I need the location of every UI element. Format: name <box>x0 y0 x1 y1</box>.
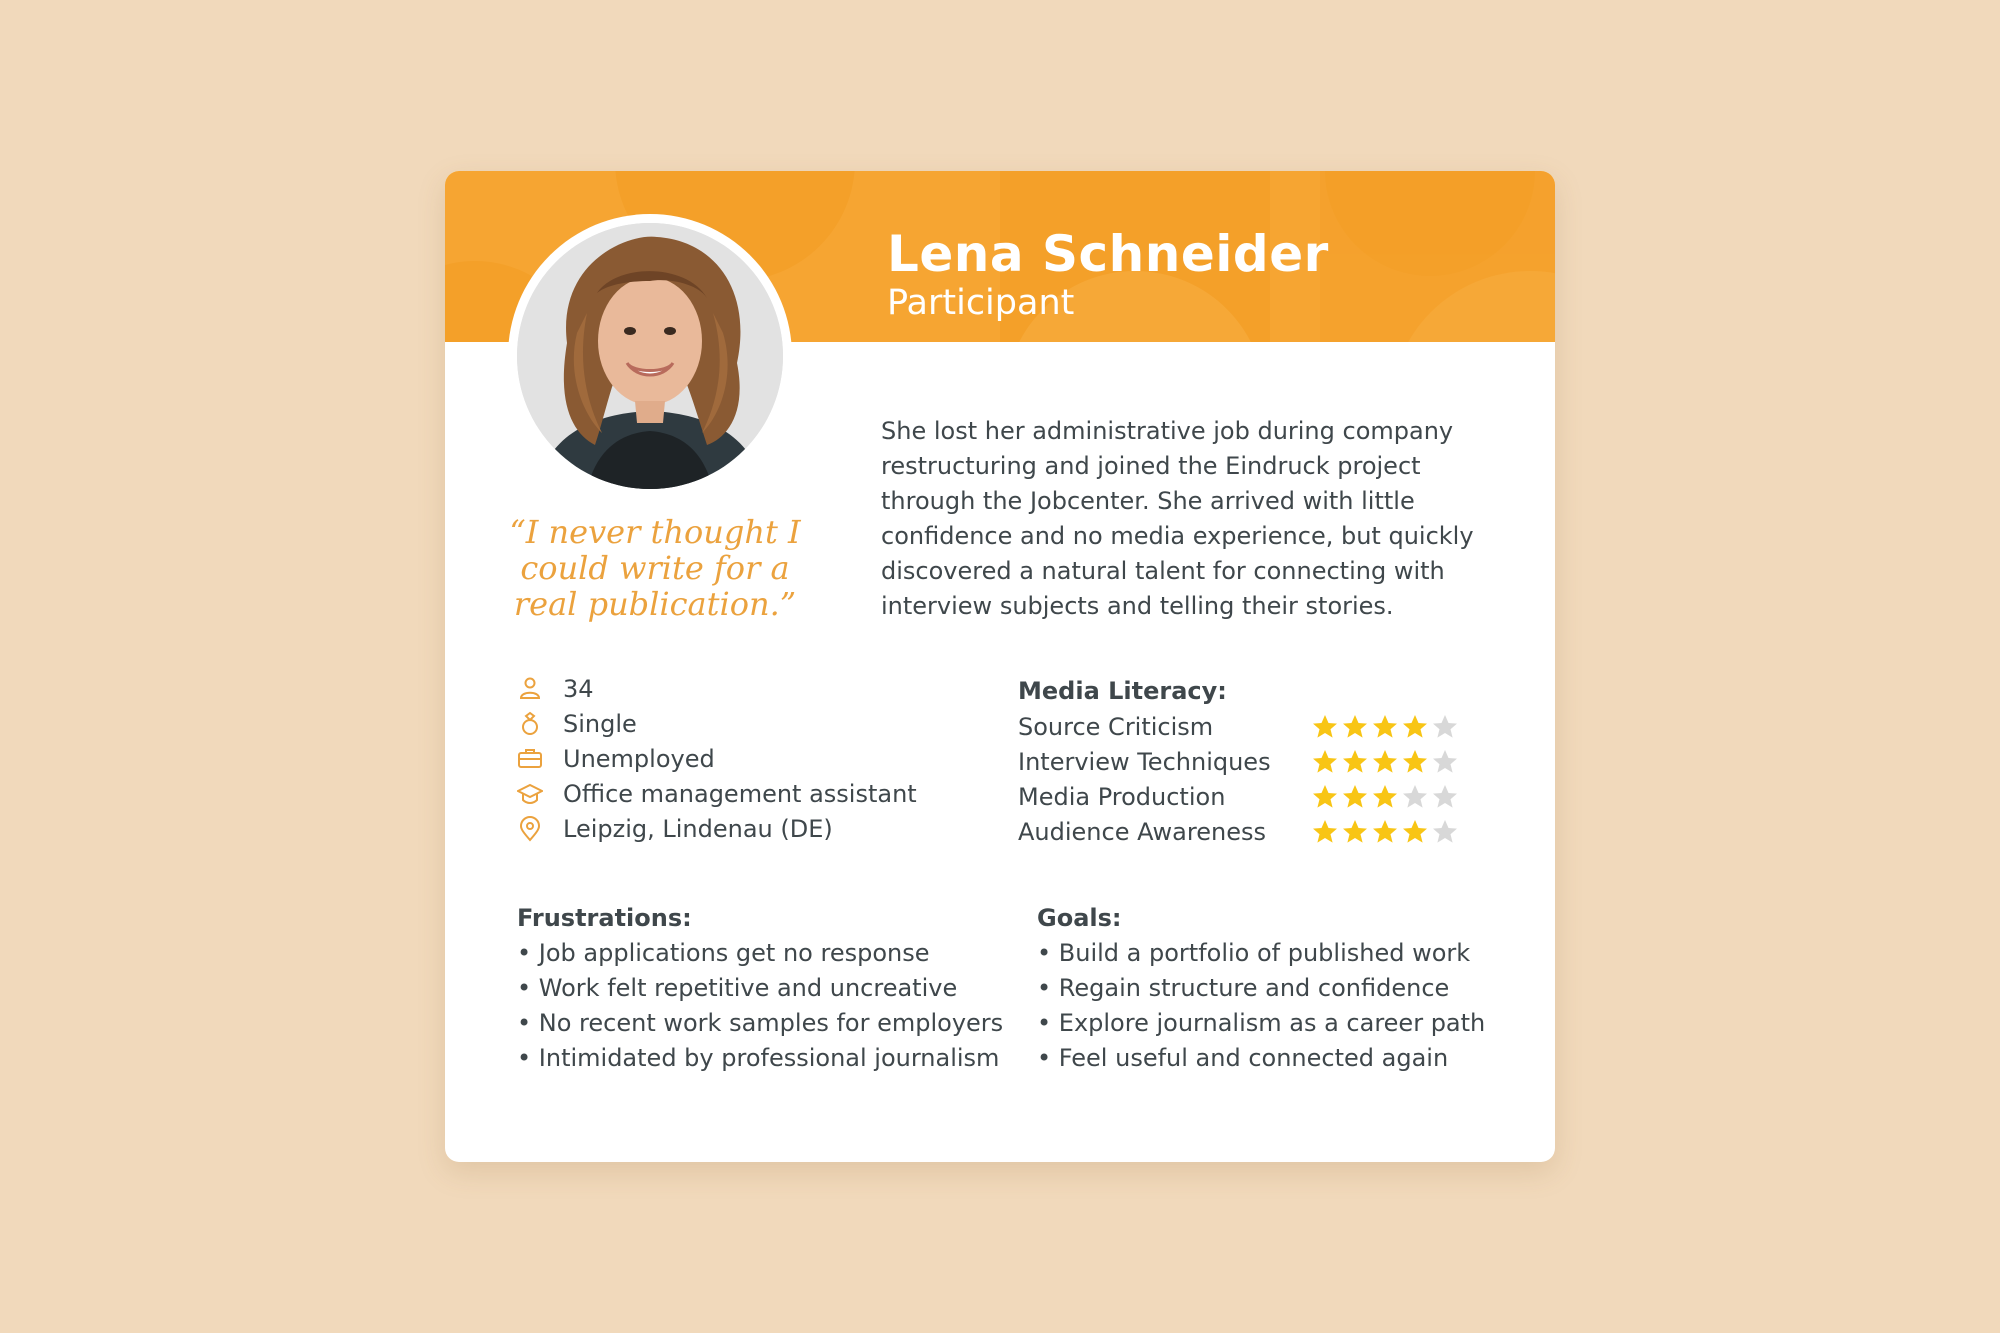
skill-label: Audience Awareness <box>1018 817 1266 846</box>
star-rating <box>1311 818 1459 846</box>
list-item: • Job applications get no response <box>517 939 930 967</box>
star-empty-icon <box>1431 713 1459 741</box>
goals-section <box>1037 901 1507 1076</box>
person-icon <box>517 676 543 702</box>
star-filled-icon <box>1371 748 1399 776</box>
star-filled-icon <box>1341 748 1369 776</box>
briefcase-icon <box>517 746 543 772</box>
frustrations-section <box>517 901 1017 1076</box>
list-item: • Feel useful and connected again <box>1037 1044 1449 1072</box>
skill-label: Interview Techniques <box>1018 747 1271 776</box>
skill-row <box>1018 709 1498 744</box>
persona-name: Lena Schneider <box>887 225 1329 283</box>
star-filled-icon <box>1401 818 1429 846</box>
frustrations-title: Frustrations: <box>517 904 692 932</box>
fact-value: 34 <box>563 674 594 703</box>
persona-role: Participant <box>887 283 1075 323</box>
star-filled-icon <box>1371 783 1399 811</box>
persona-bio: She lost her administrative job during company restructuring and joined the Eindruck project through the Jobcenter. She arrived with little confidence and no media experience, but quickly discovered a natural talent for connecting with interview subjects and telling their stories. <box>881 417 1474 620</box>
list-item: • Work felt repetitive and uncreative <box>517 974 958 1002</box>
fact-value: Office management assistant <box>563 779 917 808</box>
list-item: • Build a portfolio of published work <box>1037 939 1471 967</box>
star-filled-icon <box>1311 818 1339 846</box>
ring-icon <box>517 711 543 737</box>
list-item: • Regain structure and confidence <box>1037 974 1450 1002</box>
portrait-illustration <box>517 223 783 489</box>
skill-label: Source Criticism <box>1018 712 1214 741</box>
fact-employment <box>517 741 977 776</box>
media-literacy <box>1018 674 1498 849</box>
goals-title: Goals: <box>1037 904 1122 932</box>
fact-age <box>517 671 977 706</box>
fact-value: Single <box>563 709 637 738</box>
graduation-cap-icon <box>517 781 543 807</box>
avatar-frame <box>508 214 792 498</box>
demographics-list <box>517 671 977 846</box>
star-filled-icon <box>1341 783 1369 811</box>
fact-value: Unemployed <box>563 744 715 773</box>
star-rating <box>1311 783 1459 811</box>
skill-label: Media Production <box>1018 782 1226 811</box>
skill-row <box>1018 744 1498 779</box>
list-item: • Intimidated by professional journalism <box>517 1044 1000 1072</box>
location-pin-icon <box>517 816 543 842</box>
star-filled-icon <box>1401 713 1429 741</box>
star-filled-icon <box>1401 748 1429 776</box>
star-filled-icon <box>1311 713 1339 741</box>
persona-card <box>445 171 1555 1162</box>
star-filled-icon <box>1341 818 1369 846</box>
fact-education <box>517 776 977 811</box>
star-filled-icon <box>1311 783 1339 811</box>
avatar <box>517 223 783 489</box>
star-empty-icon <box>1431 783 1459 811</box>
persona-quote: “I never thought I could write for a real publication.” <box>509 513 801 623</box>
star-rating <box>1311 748 1459 776</box>
star-empty-icon <box>1431 748 1459 776</box>
star-filled-icon <box>1341 713 1369 741</box>
list-item: • No recent work samples for employers <box>517 1009 1004 1037</box>
media-literacy-title: Media Literacy: <box>1018 677 1227 705</box>
star-filled-icon <box>1311 748 1339 776</box>
fact-value: Leipzig, Lindenau (DE) <box>563 814 833 843</box>
skill-row <box>1018 814 1498 849</box>
skill-row <box>1018 779 1498 814</box>
star-rating <box>1311 713 1459 741</box>
star-empty-icon <box>1431 818 1459 846</box>
list-item: • Explore journalism as a career path <box>1037 1009 1486 1037</box>
fact-marital-status <box>517 706 977 741</box>
star-empty-icon <box>1401 783 1429 811</box>
star-filled-icon <box>1371 818 1399 846</box>
fact-location <box>517 811 977 846</box>
star-filled-icon <box>1371 713 1399 741</box>
